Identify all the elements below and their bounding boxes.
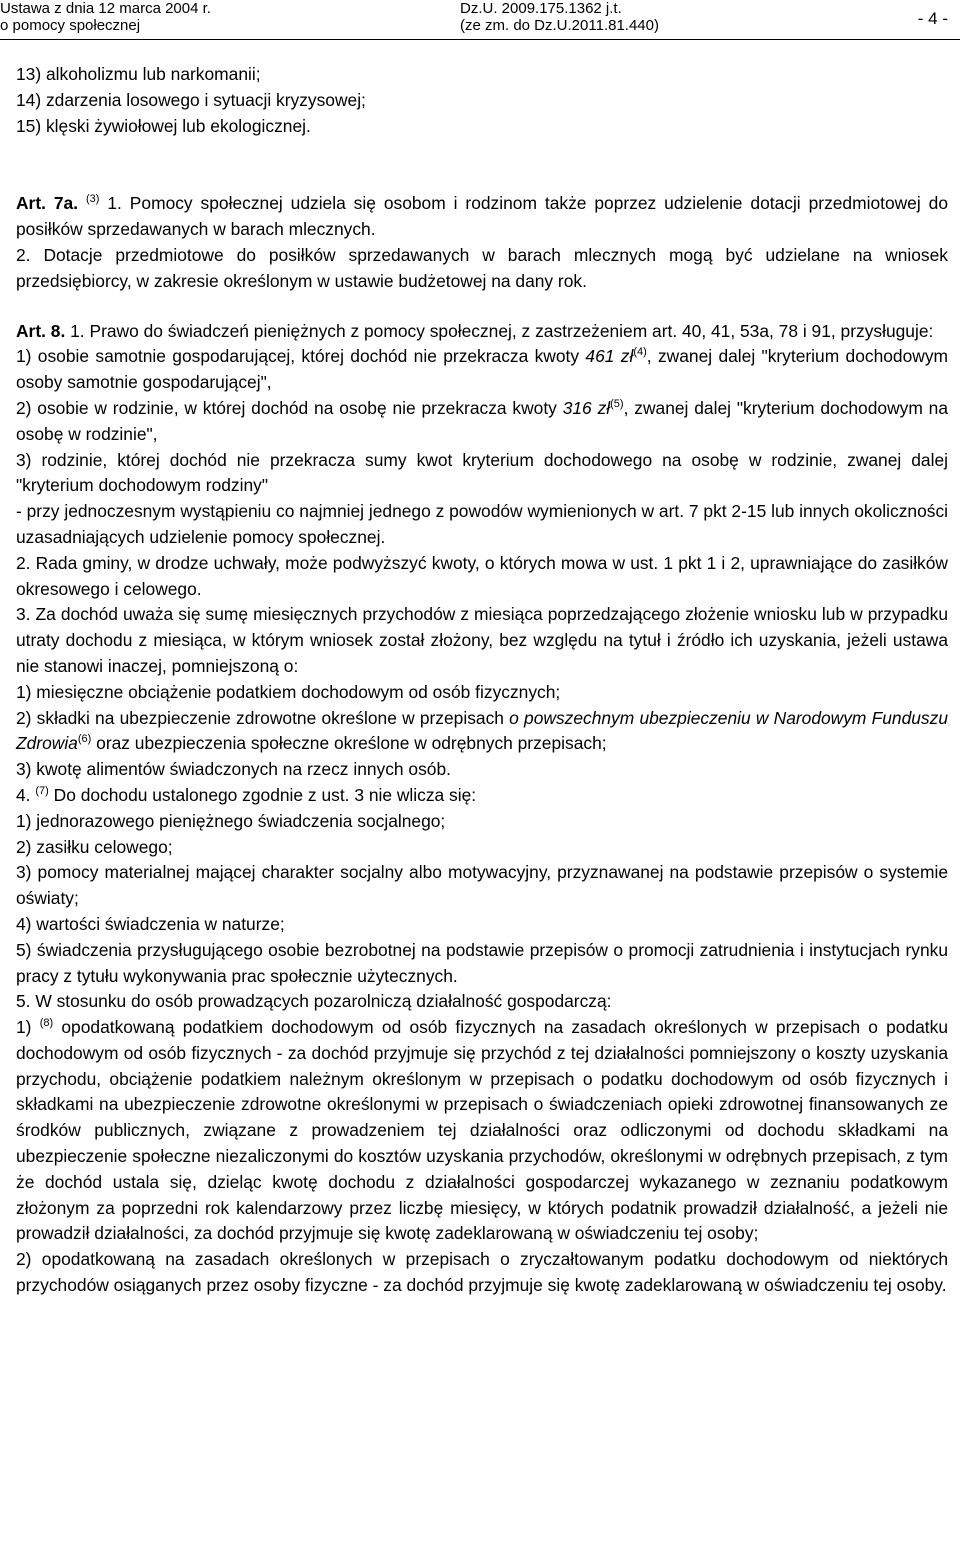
art8-intro: Art. 8. 1. Prawo do świadczeń pieniężnych z pomocy społecznej, z zastrzeżeniem art. 40, 41, 53a, 78 i 91, przysługuje: [16,320,934,341]
art8-ust-4-pt-1: 1) jednorazowego pieniężnego świadczenia socjalnego; [16,810,446,831]
amount: 461 zł [585,346,634,367]
footnote-ref: (8) [39,1017,54,1030]
art8-item-3: 3) rodzinie, której dochód nie przekracza sumy kwot kryterium dochodowego na osobę w rodzinie, zwanej dalej "kryterium dochodowym rodziny" [16,449,948,496]
art8-ust-4-pt-2: 2) zasiłku celowego; [16,836,173,857]
document-body [16,62,948,1299]
art8-ust-5: 5. W stosunku do osób prowadzących pozarolniczą działalność gospodarczą: [16,991,612,1012]
footnote-ref: (6) [77,733,92,746]
header-journal-ref: Dz.U. 2009.175.1362 j.t. (ze zm. do Dz.U.2011.81.440) [460,0,659,34]
list-item: 15) klęski żywiołowej lub ekologicznej. [16,115,311,136]
art8-ust-3: 3. Za dochód uważa się sumę miesięcznych przychodów z miesiąca poprzedzającego złożenie wniosku lub w przypadku utraty dochodu z miesiąca, w którym wniosek został złożony, bez względu na tytuł i źródło ich uzyskania, jeżeli ustawa nie stanowi inaczej, pomniejszoną o: [16,604,948,676]
list-item: 13) alkoholizmu lub narkomanii; [16,64,261,84]
art8-ust-4-pt-5: 5) świadczenia przysługującego osobie bezrobotnej na podstawie przepisów o promocji zatrudnienia i instytucjach rynku pracy z tytułu wykonywania prac społecznie użytecznych. [16,939,948,986]
art8-ust-3-pt-1: 1) miesięczne obciążenie podatkiem dochodowym od osób fizycznych; [16,681,561,702]
art8-ust-4: 4. $^{(7)}$ Do dochodu ustalonego zgodnie z ust. 3 nie wlicza się: [16,784,477,805]
footnote-ref: (3) [86,193,100,206]
article-label: Art. 7a. [16,193,79,214]
art8-ust-4-pt-4: 4) wartości świadczenia w naturze; [16,913,285,934]
page-number: - 4 - [917,9,948,28]
art8-item-1: 1) osobie samotnie gospodarującej, której dochód nie przekracza kwoty 461 $zł^{(4)}$, zwanej dalej "kryterium dochodowym osoby samotnie gospodarującej", [16,346,949,393]
art8-item-3-tail: - przy jednoczesnym wystąpieniu co najmniej jednego z powodów wymienionych w art. 7 pkt 2-15 lub innych okoliczności uzasadniających udzielenie pomocy społecznej. [16,501,948,547]
amount: 316 zł [562,397,611,418]
art7a-para2: 2. Dotacje przedmiotowe do posiłków sprzedawanych w barach mlecznych mogą być udzielane na wniosek przedsiębiorcy, w zakresie określonym w ustawie budżetowej na dany rok. [16,244,948,291]
header-rule [0,39,960,40]
art8-ust-3-pt-2: 2) składki na ubezpieczenie zdrowotne określone w przepisach o powszechnym ubezpieczeniu w Narodowym Funduszu Zdrowia$^{(6)}$ oraz ubezpieczenia społeczne określone w odrębnych przepisach; [16,707,948,754]
page-header [0,0,960,46]
art8-ust-2: 2. Rada gminy, w drodze uchwały, może podwyższyć kwoty, o których mowa w ust. 1 pkt 1 i 2, uprawniające do zasiłków okresowego i celowego. [16,552,948,599]
header-act-title: Ustawa z dnia 12 marca 2004 r. o pomocy społecznej [0,0,211,34]
act-title-italic: o powszechnym ubezpieczeniu w Narodowym Funduszu Zdrowia [16,707,948,754]
art8-ust-3-pt-3: 3) kwotę alimentów świadczonych na rzecz innych osób. [16,759,451,780]
art8-ust-5-pt-1: 1) $^{(8)}$ opodatkowaną podatkiem dochodowym od osób fizycznych na zasadach określonych w przepisach o podatku dochodowym od osób fizycznych - za dochód przyjmuje się przychód z tej działalności pomniejszony o koszty uzyskania przychodu, obciążenie podatkiem należnym określonym w przepisach o podatku dochodowym od osób fizycznych i składkami na ubezpieczenie zdrowotne określonymi w przepisach o świadczeniach opieki zdrowotnej finansowanych ze środków publicznych, związane z prowadzeniem tej działalności oraz odliczonymi od dochodu składkami na ubezpieczenie społeczne niezaliczonymi do kosztów uzyskania przychodów, określonymi w odrębnych przepisach, z tym że dochód ustala się, dzieląc kwotę dochodu z działalności gospodarczej wykazanego w zeznaniu podatkowym złożonym za poprzedni rok kalendarzowy przez liczbę miesięcy, w których podatnik prowadził działalność, a jeżeli nie prowadził działalności, za dochód przyjmuje się kwotę zadeklarowaną w oświadczeniu tej osoby; [16,1017,949,1244]
list-item: 14) zdarzenia losowego i sytuacji kryzysowej; [16,89,366,110]
art8-ust-4-pt-3: 3) pomocy materialnej mającej charakter socjalny albo motywacyjny, przyznawanej na podstawie przepisów o systemie oświaty; [16,862,948,909]
art8-item-2: 2) osobie w rodzinie, w której dochód na osobę nie przekracza kwoty 316 $zł^{(5)}$, zwanej dalej "kryterium dochodowym na osobę w rodzinie", [16,397,949,444]
footnote-ref: (5) [610,398,624,411]
footnote-ref: (7) [35,785,49,798]
art8-ust-5-pt-2: 2) opodatkowaną na zasadach określonych w przepisach o zryczałtowanym podatku dochodowym od niektórych przychodów osiąganych przez osoby fizyczne - za dochód przyjmuje się kwotę zadeklarowaną w oświadczeniu tej osoby. [16,1249,948,1296]
footnote-ref: (4) [633,346,647,359]
art7a-para1: Art. 7a. $^{(3)}$ 1. Pomocy społecznej udziela się osobom i rodzinom także poprzez udzielenie dotacji przedmiotowej do posiłków sprzedawanych w barach mlecznych. [16,193,948,240]
article-label: Art. 8. [16,320,66,341]
